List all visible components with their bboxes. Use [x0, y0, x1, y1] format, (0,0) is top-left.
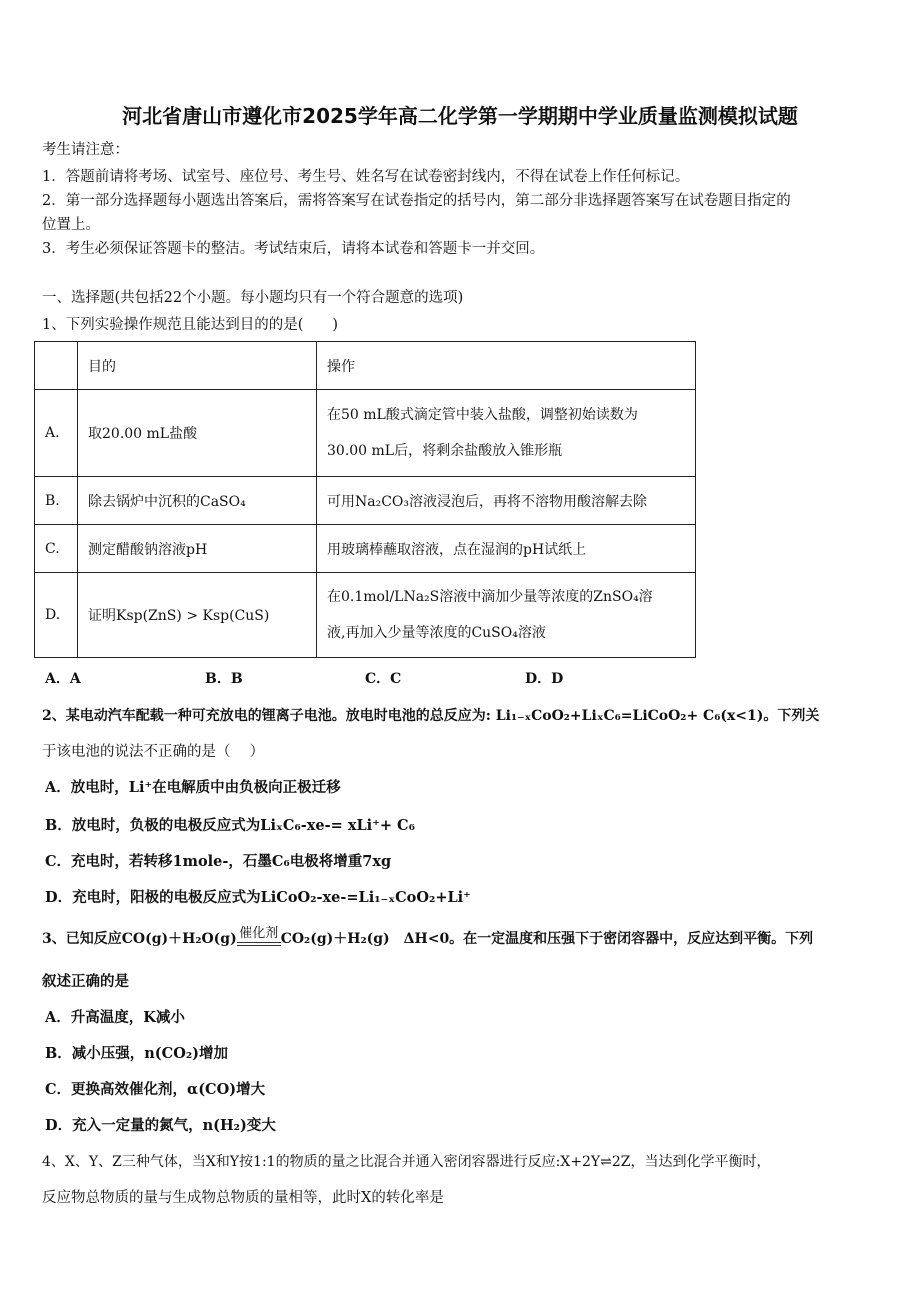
equilibrium-arrow-icon — [237, 942, 281, 946]
row-purpose: 取20.00 mL盐酸 — [78, 390, 317, 477]
q1-option-a[interactable]: A．A — [45, 671, 81, 687]
table-header-row — [35, 342, 696, 390]
catalyst-arrow — [237, 922, 281, 946]
q3-option-c[interactable]: C．更换高效催化剂，α(CO)增大 — [45, 1081, 266, 1098]
notice-heading: 考生请注意： — [42, 142, 129, 158]
q2-option-a[interactable]: A．放电时，Li⁺在电解质中由负极向正极迁移 — [45, 779, 341, 796]
q3-stem-line1 — [42, 928, 813, 952]
notice-item-2: 2．第一部分选择题每小题选出答案后，需将答案写在试卷指定的括号内，第二部分非选择题答案写在试卷题目指定的 — [42, 193, 791, 209]
q1-option-d[interactable]: D．D — [525, 671, 564, 687]
row-operation-line: 液,再加入少量等浓度的CuSO₄溶液 — [327, 625, 546, 641]
q1-option-b[interactable]: B．B — [205, 671, 243, 687]
q4-stem-line2: 反应物总物质的量与生成物总物质的量相等，此时X的转化率是 — [42, 1190, 444, 1206]
table-header-cell: 目的 — [78, 342, 317, 390]
row-operation — [317, 573, 696, 658]
q3-option-a[interactable]: A．升高温度，K减小 — [45, 1009, 185, 1026]
q3-stem-right: CO₂(g)＋H₂(g) ΔH<0。在一定温度和压强下于密闭容器中，反应达到平衡。下列 — [280, 931, 814, 947]
q2-option-d[interactable]: D．充电时，阳极的电极反应式为LiCoO₂-xe-=Li₁₋ₓCoO₂+Li⁺ — [45, 889, 471, 906]
row-operation-line: 在0.1mol/LNa₂S溶液中滴加少量等浓度的ZnSO₄溶 — [327, 589, 653, 605]
q3-stem-left: 3、已知反应CO(g)＋H₂O(g) — [42, 931, 237, 947]
row-label: B. — [35, 477, 78, 525]
q1-stem: 1、下列实验操作规范且能达到目的的是( ) — [42, 317, 339, 333]
row-operation — [317, 390, 696, 477]
q3-option-d[interactable]: D．充入一定量的氮气，n(H₂)变大 — [45, 1117, 276, 1134]
q1-option-c[interactable]: C．C — [365, 671, 402, 687]
row-operation-line: 在50 mL酸式滴定管中装入盐酸，调整初始读数为 — [327, 407, 638, 423]
row-label: D. — [35, 573, 78, 658]
table-row — [35, 390, 696, 477]
table-header-cell: 操作 — [317, 342, 696, 390]
q4-stem-line1: 4、X、Y、Z三种气体，当X和Y按1:1的物质的量之比混合并通入密闭容器进行反应:X+2Y⇌2Z，当达到化学平衡时， — [42, 1154, 771, 1170]
catalyst-label: 催化剂 — [239, 926, 279, 941]
q3-option-b[interactable]: B．减小压强，n(CO₂)增加 — [45, 1045, 229, 1062]
notice-item-2-cont: 位置上。 — [42, 217, 100, 233]
row-operation: 可用Na₂CO₃溶液浸泡后，再将不溶物用酸溶解去除 — [317, 477, 696, 525]
q1-table — [34, 341, 696, 658]
q2-stem-line1: 2、某电动汽车配载一种可充放电的锂离子电池。放电时电池的总反应为: Li₁₋ₓCoO₂+LiₓC₆=LiCoO₂+ C₆(x<1)。下列关 — [42, 708, 820, 724]
row-purpose: 除去锅炉中沉积的CaSO₄ — [78, 477, 317, 525]
table-header-cell — [35, 342, 78, 390]
notice-item-3: 3．考生必须保证答题卡的整洁。考试结束后，请将本试卷和答题卡一并交回。 — [42, 241, 545, 257]
notice-item-1: 1．答题前请将考场、试室号、座位号、考生号、姓名写在试卷密封线内，不得在试卷上作任何标记。 — [42, 169, 690, 185]
table-row — [35, 573, 696, 658]
table-row — [35, 477, 696, 525]
table-row — [35, 525, 696, 573]
page-title: 河北省唐山市遵化市2025学年高二化学第一学期期中学业质量监测模拟试题 — [122, 104, 798, 128]
row-purpose: 证明Ksp(ZnS) > Ksp(CuS) — [78, 573, 317, 658]
q3-stem-line2: 叙述正确的是 — [42, 973, 129, 990]
q2-option-c[interactable]: C．充电时，若转移1mole-，石墨C₆电极将增重7xg — [45, 853, 392, 870]
row-operation: 用玻璃棒蘸取溶液，点在湿润的pH试纸上 — [317, 525, 696, 573]
row-label: A. — [35, 390, 78, 477]
row-purpose: 测定醋酸钠溶液pH — [78, 525, 317, 573]
row-label: C. — [35, 525, 78, 573]
q2-stem-line2: 于该电池的说法不正确的是（ ） — [42, 744, 265, 760]
row-operation-line: 30.00 mL后，将剩余盐酸放入锥形瓶 — [327, 443, 563, 459]
q2-option-b[interactable]: B．放电时，负极的电极反应式为LiₓC₆-xe-= xLi⁺+ C₆ — [45, 817, 415, 834]
section-heading: 一、选择题(共包括22个小题。每小题均只有一个符合题意的选项) — [42, 290, 464, 306]
